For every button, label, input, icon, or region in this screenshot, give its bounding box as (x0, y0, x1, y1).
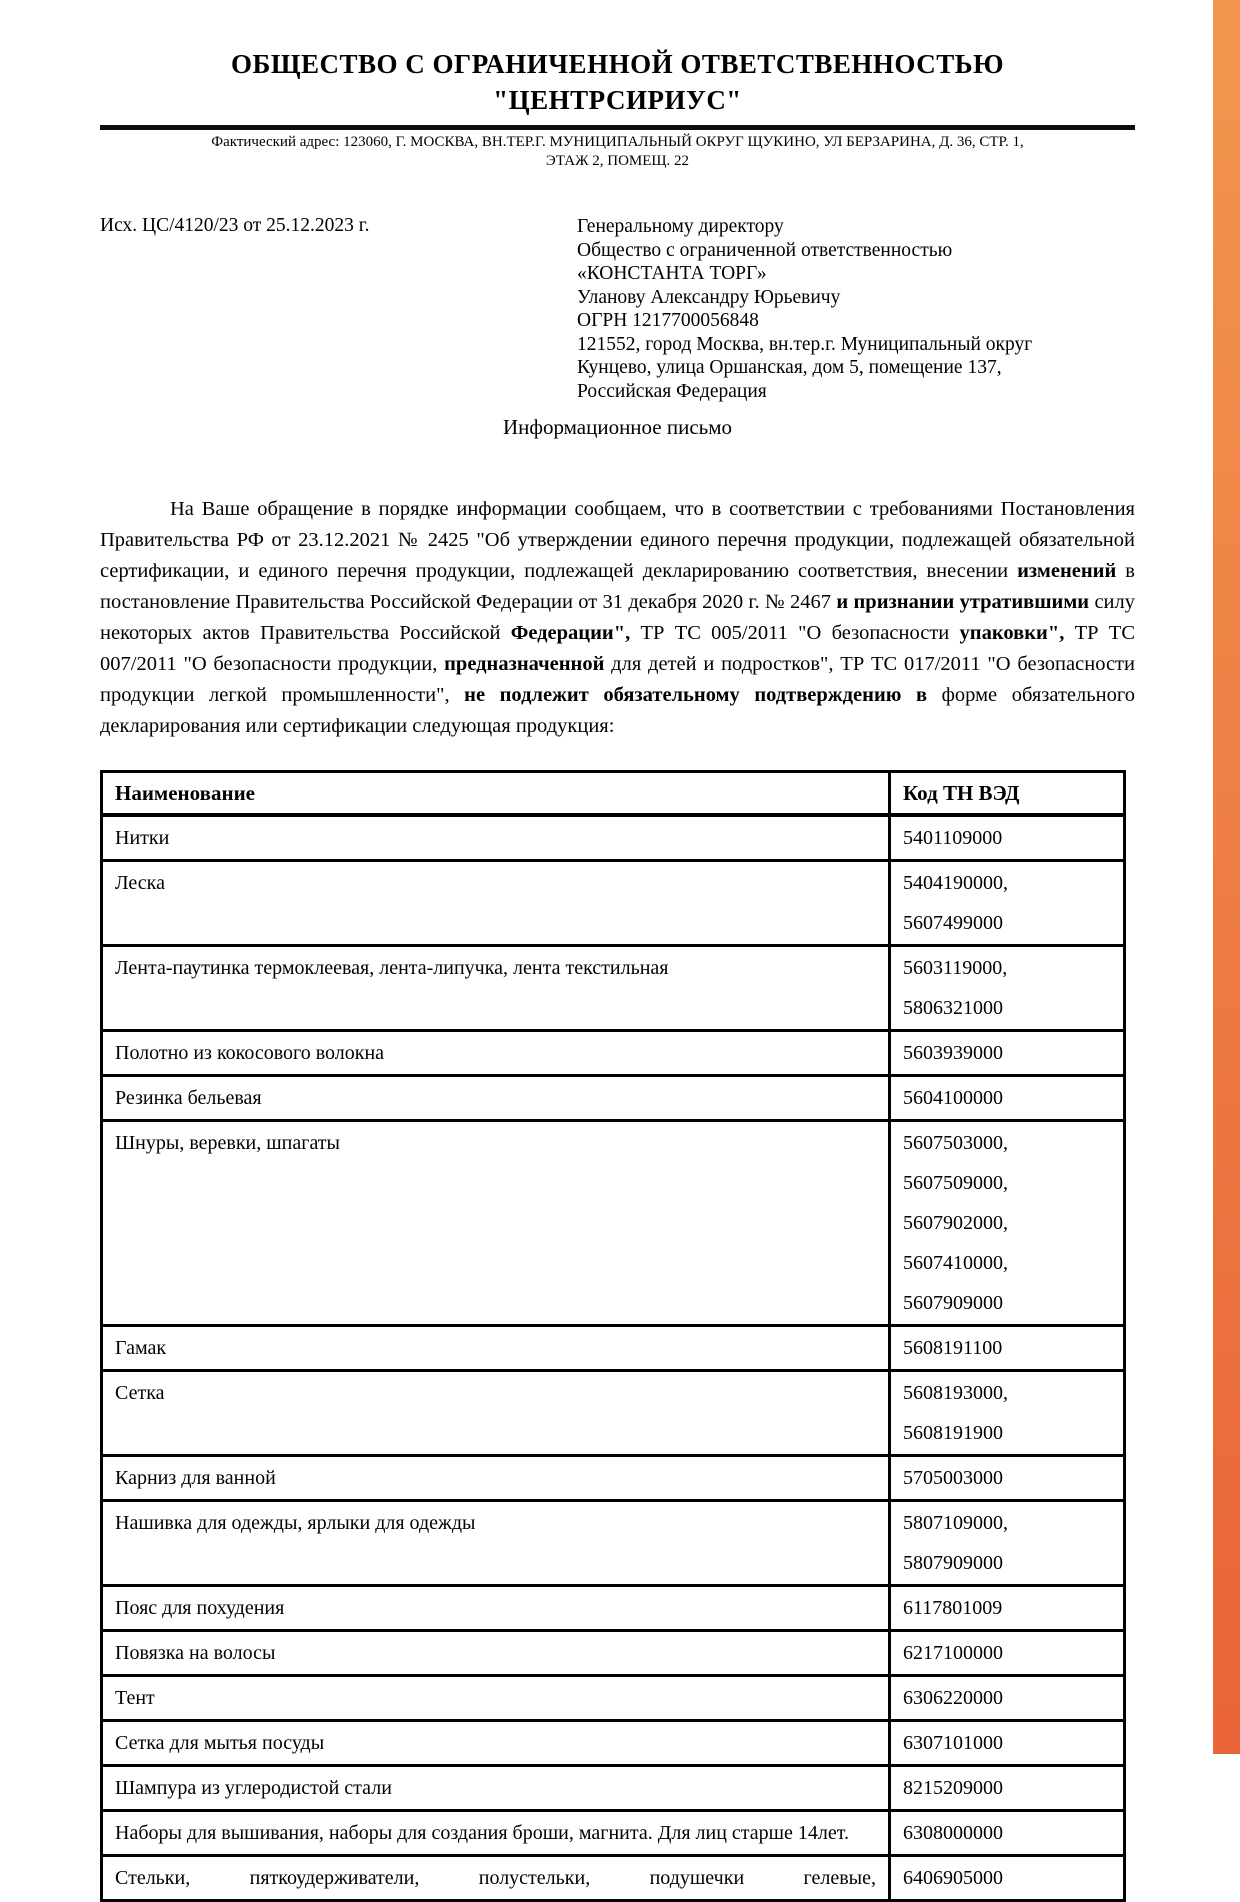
product-code-cell (890, 946, 1125, 1031)
product-name-cell: Нашивка для одежды, ярлыки для одежды (102, 1501, 890, 1586)
table-row (102, 1766, 1125, 1811)
code-line: 6117801009 (903, 1597, 1003, 1619)
product-name-cell: Наборы для вышивания, наборы для создания броши, магнита. Для лиц старше 14лет. (102, 1811, 890, 1856)
body-text: силу некоторых актов Правительства Российской (100, 591, 1135, 644)
body-text-bold: предназначенной (444, 653, 605, 675)
code-line: 5608193000, (903, 1382, 1008, 1404)
product-name-cell: Леска (102, 861, 890, 946)
product-name-cell: Сетка (102, 1371, 890, 1456)
code-line: 6406905000 (903, 1867, 1003, 1889)
table-row (102, 1721, 1125, 1766)
code-line: 6306220000 (903, 1687, 1003, 1709)
product-code-cell (890, 1631, 1125, 1676)
product-name-cell: Нитки (102, 815, 890, 861)
product-code-cell (890, 1721, 1125, 1766)
orange-stripe (1213, 0, 1240, 1754)
addressee-line: ОГРН 1217700056848 (577, 310, 759, 331)
addressee-line: Общество с ограниченной ответственностью (577, 239, 953, 261)
table-header-row (102, 772, 1125, 816)
table-row (102, 1501, 1125, 1586)
table-row (102, 815, 1125, 861)
product-code-cell (890, 1766, 1125, 1811)
company-address (100, 133, 1135, 171)
product-name-cell: Тент (102, 1676, 890, 1721)
addressee-line: Генеральному директору (577, 216, 784, 237)
addressee-line: Кунцево, улица Оршанская, дом 5, помещение 137, (577, 357, 1002, 378)
product-code-cell (890, 1586, 1125, 1631)
code-line: 6308000000 (903, 1822, 1003, 1844)
code-line: 5603119000, (903, 957, 1008, 979)
body-text-bold: не подлежит обязательному подтверждению в (464, 684, 928, 706)
product-name-cell: Лента-паутинка термоклеевая, лента-липучка, лента текстильная (102, 946, 890, 1031)
code-line: 5807109000, (903, 1512, 1008, 1534)
reference-row (100, 215, 1135, 403)
code-line: 8215209000 (903, 1777, 1003, 1799)
code-line: 5806321000 (903, 997, 1003, 1019)
table-row (102, 1631, 1125, 1676)
table-row (102, 1326, 1125, 1371)
body-paragraph (100, 494, 1135, 742)
product-code-cell (890, 1811, 1125, 1856)
letterhead-rule (100, 125, 1135, 130)
product-code-cell (890, 1121, 1125, 1326)
code-line: 6217100000 (903, 1642, 1003, 1664)
body-text: в постановление Правительства Российской Федерации от 31 декабря 2020 г. № 2467 (100, 560, 1135, 613)
company-title (100, 46, 1135, 118)
product-name-cell: Полотно из кокосового волокна (102, 1031, 890, 1076)
body-text: форме обязательного декларирования или сертификации следующая продукция: (100, 684, 1135, 737)
product-name-cell: Пояс для похудения (102, 1586, 890, 1631)
code-line: 5705003000 (903, 1467, 1003, 1489)
company-title-line1: ОБЩЕСТВО С ОГРАНИЧЕННОЙ ОТВЕТСТВЕННОСТЬЮ (231, 49, 1004, 79)
body-text-bold: и признании утратившими (836, 591, 1090, 613)
column-header-name: Наименование (102, 772, 890, 816)
code-line: 5607503000, (903, 1132, 1008, 1154)
table-row (102, 1371, 1125, 1456)
table-row (102, 1586, 1125, 1631)
body-text-bold: Федерации", (510, 622, 631, 644)
product-name-cell: Сетка для мытья посуды (102, 1721, 890, 1766)
table-row (102, 1121, 1125, 1326)
product-name-cell: Повязка на волосы (102, 1631, 890, 1676)
code-line: 5608191100 (903, 1337, 1003, 1359)
body-text: На Ваше обращение в порядке информации сообщаем, что в соответствии с требованиями Постановления Правительства РФ от 23.12.2021 № 2425 "Об утверждении единого перечня продукции, подлежащей обязательной сертификации, и единого перечня продукции, подлежащей декларированию соответствия, внесении (100, 498, 1135, 582)
product-name-cell: Шампура из углеродистой стали (102, 1766, 890, 1811)
product-code-cell (890, 1326, 1125, 1371)
code-line: 5603939000 (903, 1042, 1003, 1064)
table-row (102, 1856, 1125, 1901)
code-line: 6307101000 (903, 1732, 1003, 1754)
code-line: 5401109000 (903, 827, 1003, 849)
addressee-line: 121552, город Москва, вн.тер.г. Муниципальный округ (577, 333, 1033, 355)
product-code-cell (890, 1456, 1125, 1501)
outgoing-reference: Исх. ЦС/4120/23 от 25.12.2023 г. (100, 215, 370, 236)
code-line: 5607509000, (903, 1172, 1008, 1194)
company-address-line2: ЭТАЖ 2, ПОМЕЩ. 22 (545, 153, 690, 169)
body-text-bold: изменений (1017, 560, 1117, 582)
code-line: 5608191900 (903, 1422, 1003, 1444)
table-row (102, 1676, 1125, 1721)
code-line: 5807909000 (903, 1552, 1003, 1574)
addressee-block (577, 215, 1135, 403)
body-text: ТР ТС 005/2011 "О безопасности (630, 622, 960, 644)
letter-subject: Информационное письмо (502, 415, 733, 439)
product-code-cell (890, 1501, 1125, 1586)
addressee-line: Уланову Александру Юрьевичу (577, 286, 841, 308)
product-name-cell: Карниз для ванной (102, 1456, 890, 1501)
code-line: 5604100000 (903, 1087, 1003, 1109)
product-name-cell: Шнуры, веревки, шпагаты (102, 1121, 890, 1326)
code-line: 5607909000 (903, 1292, 1003, 1314)
addressee-line: «КОНСТАНТА ТОРГ» (577, 263, 767, 284)
product-table (100, 770, 1126, 1902)
product-code-cell (890, 861, 1125, 946)
document-content (100, 0, 1135, 1902)
table-row (102, 1811, 1125, 1856)
addressee-line: Российская Федерация (577, 380, 767, 402)
table-row (102, 1031, 1125, 1076)
product-code-cell (890, 815, 1125, 861)
table-row (102, 1076, 1125, 1121)
table-row (102, 861, 1125, 946)
code-line: 5607410000, (903, 1252, 1008, 1274)
code-line: 5607499000 (903, 912, 1003, 934)
product-name-cell: Резинка бельевая (102, 1076, 890, 1121)
code-line: 5607902000, (903, 1212, 1008, 1234)
product-code-cell (890, 1076, 1125, 1121)
body-text: для детей и подростков", ТР ТС 017/2011 "О безопасности продукции легкой промышленности", (100, 653, 1135, 706)
product-code-cell (890, 1031, 1125, 1076)
table-row (102, 1456, 1125, 1501)
body-text-bold: упаковки", (959, 622, 1065, 644)
product-code-cell (890, 1371, 1125, 1456)
product-name-cell: Гамак (102, 1326, 890, 1371)
column-header-code: Код ТН ВЭД (890, 772, 1125, 816)
code-line: 5404190000, (903, 872, 1008, 894)
table-row (102, 946, 1125, 1031)
product-name-cell: Стельки, пяткоудерживатели, полустельки, подушечки гелевые, (102, 1856, 890, 1901)
product-code-cell (890, 1676, 1125, 1721)
product-code-cell (890, 1856, 1125, 1901)
company-address-line1: Фактический адрес: 123060, Г. МОСКВА, ВН.ТЕР.Г. МУНИЦИПАЛЬНЫЙ ОКРУГ ЩУКИНО, УЛ БЕРЗАРИНА, Д. 36, СТР. 1, (211, 134, 1024, 150)
product-table-body (102, 815, 1125, 1901)
company-title-line2: "ЦЕНТРСИРИУС" (493, 85, 742, 115)
body-text: ТР ТС 007/2011 "О безопасности продукции, (100, 622, 1135, 675)
